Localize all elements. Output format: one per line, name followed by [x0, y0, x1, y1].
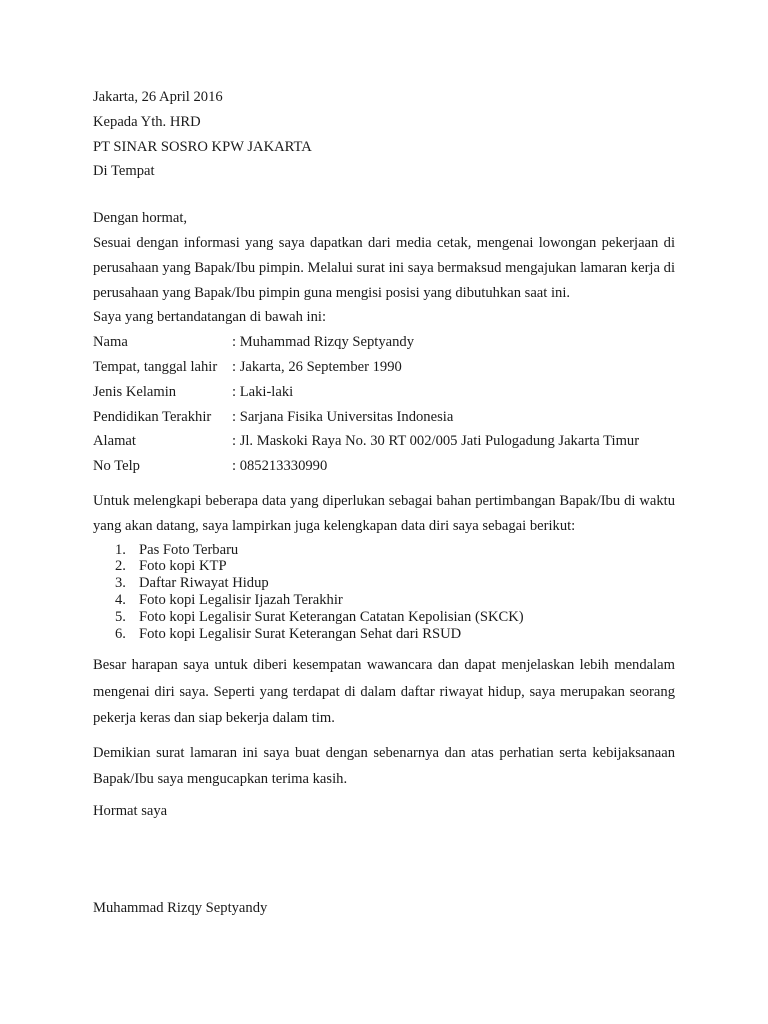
- info-value: : Jl. Maskoki Raya No. 30 RT 002/005 Jati Pulogadung Jakarta Timur: [232, 433, 640, 450]
- personal-info-table: [93, 330, 639, 479]
- recipient: Kepada Yth. HRD: [93, 113, 201, 130]
- table-row: [93, 380, 639, 405]
- list-item: Foto kopi Legalisir Ijazah Terakhir: [139, 591, 343, 608]
- info-label: Jenis Kelamin: [93, 383, 177, 400]
- intro-last-line: Saya yang bertandatangan di bawah ini:: [93, 309, 327, 326]
- table-row: [93, 330, 639, 355]
- spacer: [93, 642, 675, 652]
- salutation: Dengan hormat,: [93, 210, 188, 227]
- info-label: Pendidikan Terakhir: [93, 408, 212, 425]
- table-row: [93, 454, 639, 479]
- info-label: Nama: [93, 334, 128, 351]
- info-value: : Jakarta, 26 September 1990: [232, 358, 402, 375]
- spacer: [93, 184, 675, 206]
- letter-page: [93, 85, 675, 920]
- list-item: Pas Foto Terbaru: [139, 541, 239, 558]
- signoff: Hormat saya: [93, 802, 168, 819]
- info-value: : Muhammad Rizqy Septyandy: [232, 334, 414, 351]
- place-date: Jakarta, 26 April 2016: [93, 89, 223, 105]
- spacer: [93, 732, 675, 740]
- closing-paragraph: Demikian surat lamaran ini saya buat dengan sebenarnya dan atas perhatian serta kebijaksanaan Bapak/Ibu saya mengucapkan terima kasih.: [93, 744, 675, 788]
- info-label: Tempat, tanggal lahir: [93, 358, 218, 375]
- attachment-list: [93, 542, 675, 643]
- info-value: : 085213330990: [232, 458, 328, 475]
- spacer: [93, 479, 675, 489]
- table-row: [93, 355, 639, 380]
- signature-space: [93, 824, 675, 896]
- list-item: Foto kopi Legalisir Surat Keterangan Sehat dari RSUD: [139, 625, 462, 642]
- info-label: No Telp: [93, 458, 140, 475]
- company-name: PT SINAR SOSRO KPW JAKARTA: [93, 138, 312, 155]
- intro-paragraph: [93, 231, 675, 330]
- attachment-intro: Untuk melengkapi beberapa data yang diperlukan sebagai bahan pertimbangan Bapak/Ibu di waktu yang akan datang, saya lampirkan juga kelengkapan data diri saya sebagai berikut:: [93, 492, 675, 534]
- table-row: [93, 405, 639, 430]
- list-item: Foto kopi KTP: [139, 558, 227, 575]
- hope-paragraph: Besar harapan saya untuk diberi kesempatan wawancara dan dapat menjelaskan lebih mendalam mengenai diri saya. Seperti yang terdapat di dalam daftar riwayat hidup, saya merupakan seorang pekerja keras dan siap bekerja dalam tim.: [93, 657, 675, 727]
- intro-text: Sesuai dengan informasi yang saya dapatkan dari media cetak, mengenai lowongan pekerjaan di perusahaan yang Bapak/Ibu pimpin. Melalui surat ini saya bermaksud mengajukan lamaran kerja di perusahaan yang Bapak/Ibu pimpin guna mengisi posisi yang dibutuhkan saat ini.: [93, 234, 675, 301]
- recipient-location: Di Tempat: [93, 163, 155, 180]
- table-row: [93, 429, 639, 454]
- list-item: Foto kopi Legalisir Surat Keterangan Catatan Kepolisian (SKCK): [139, 608, 524, 625]
- info-value: : Sarjana Fisika Universitas Indonesia: [232, 408, 454, 425]
- list-item: Daftar Riwayat Hidup: [139, 575, 269, 592]
- info-value: : Laki-laki: [232, 383, 294, 400]
- info-label: Alamat: [93, 433, 136, 450]
- signature-name: Muhammad Rizqy Septyandy: [93, 899, 268, 916]
